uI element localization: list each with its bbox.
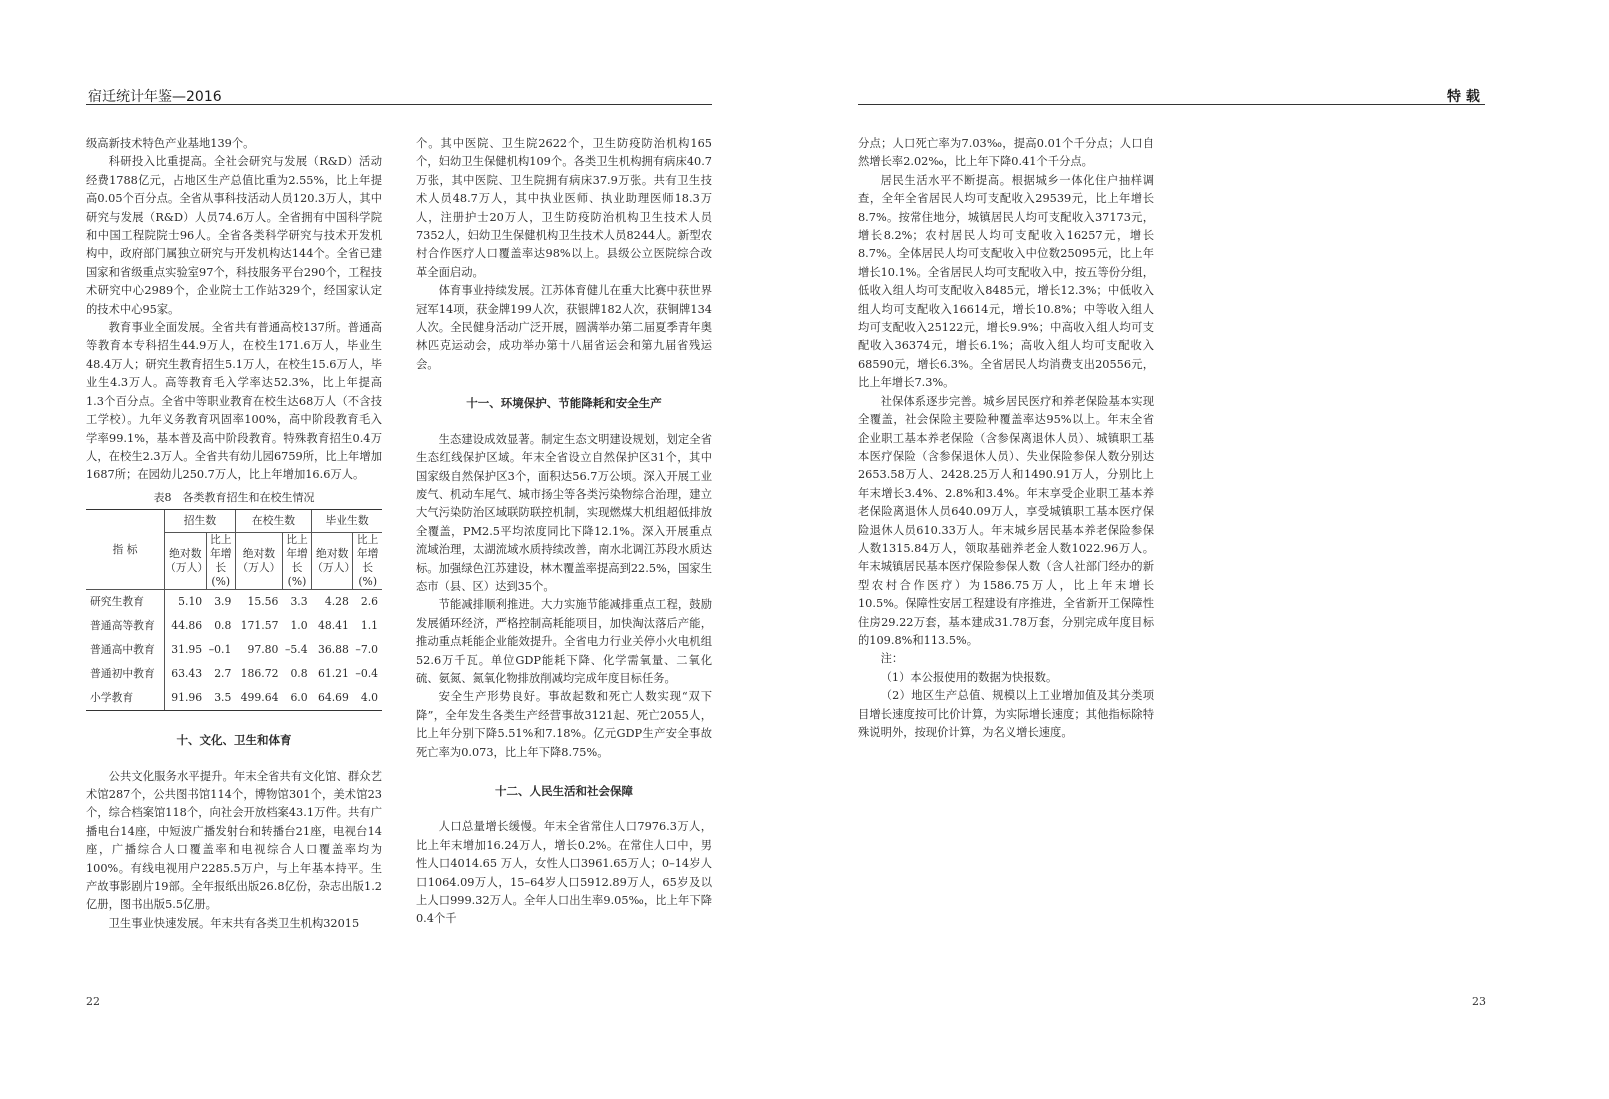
paragraph: 教育事业全面发展。全省共有普通高校137所。普通高等教育本专科招生44.9万人，在校生171.6万人，毕业生48.4万人；研究生教育招生5.1万人，在校生15.6万人，毕业生4.3万人。高等教育毛入学率达52.3%，比上年提高1.3个百分点。全省中等职业教育在校生达68万人（不含技工学校）。九年义务教育巩固率100%，高中阶段教育毛入学率99.1%，基本普及高中阶段教育。特殊教育招生0.4万人，在校生2.3万人。全省共有幼儿园6759所，比上年增加1687所；在园幼儿250.7万人，比上年增加16.6万人。 bbox=[86, 321, 382, 482]
paragraph: 科研投入比重提高。全社会研究与发展（R&D）活动经费1788亿元，占地区生产总值比重为2.55%，比上年提高0.05个百分点。全省从事科技活动人员120.3万人，其中研究与发展（R&D）人员74.6万人。全省拥有中国科学院和中国工程院院士96人。全省各类科学研究与技术开发机构中，政府部门属独立研究与开发机构达144个。全省已建国家和省级重点实验室97个，科技服务平台290个，工程技术研究中心2989个，企业院士工作站329个，经国家认定的技术中心95家。 bbox=[86, 155, 382, 316]
table-cell: 171.57 bbox=[240, 619, 279, 633]
table-cell: 63.43 bbox=[165, 662, 207, 686]
row-label: 研究生教育 bbox=[90, 595, 144, 609]
table-cell: –5.4 bbox=[285, 643, 308, 657]
table-row bbox=[86, 590, 382, 615]
table-cell: 15.56 bbox=[247, 595, 279, 609]
group-header: 招生数 bbox=[165, 510, 236, 533]
table-caption: 表8 各类教育招生和在校生情况 bbox=[153, 490, 315, 504]
sub-header-growth: 比上年增长(%) bbox=[282, 533, 311, 590]
table-row bbox=[86, 614, 382, 638]
table-cell: –7.0 bbox=[355, 643, 378, 657]
paragraph: 社保体系逐步完善。城乡居民医疗和养老保险基本实现全覆盖，社会保险主要险种覆盖率达95%以上。年末全省企业职工基本养老保险（含参保离退休人员）、城镇职工基本医疗保险（含参保退休人员）、失业保险参保人数分别达2653.58万人、2428.25万人和1490.91万人，分别比上年末增长3.4%、2.8%和3.4%。年末享受企业职工基本养老保险离退休人员640.09万人，享受城镇职工基本医疗保险退休人员610.33万人。年末城乡居民基本养老保险参保人数1315.84万人，领取基础养老金人数1022.96万人。年末城镇居民基本医疗保险参保人数（含人社部门经办的新型农村合作医疗）为1586.75万人，比上年末增长10.5%。保障性安居工程建设有序推进，全省新开工保障性住房29.22万套，基本建成31.78万套，分别完成年度目标的109.8%和113.5%。 bbox=[858, 394, 1154, 647]
sub-header-abs: 绝对数（万人） bbox=[165, 533, 207, 590]
table-cell: 5.10 bbox=[165, 590, 207, 615]
page-number-right: 23 bbox=[1472, 995, 1486, 1008]
section-heading: 十二、人民生活和社会保障 bbox=[495, 784, 633, 798]
row-label: 小学教育 bbox=[86, 686, 165, 711]
sub-header-growth: 比上年增长(%) bbox=[353, 533, 382, 590]
left-running-header: 宿迁统计年鉴—2016 bbox=[88, 89, 222, 105]
paragraph: 生态建设成效显著。制定生态文明建设规划，划定全省生态红线保护区域。年末全省设立自然保护区31个，其中国家级自然保护区3个，面积达56.7万公顷。深入开展工业废气、机动车尾气、城市扬尘等各类污染物综合治理，建立大气污染防治区域联防联控机制，实现燃煤大机组超低排放全覆盖，PM2.5平均浓度同比下降12.1%。深入开展重点流域治理，太湖流域水质持续改善，南水北调江苏段水质达标。加强绿色江苏建设，林木覆盖率提高到22.5%，国家生态市（县、区）达到35个。 bbox=[416, 432, 712, 593]
table-row bbox=[86, 638, 382, 662]
page-number-left: 22 bbox=[86, 995, 100, 1008]
paragraph: 人口总量增长缓慢。年末全省常住人口7976.3万人，比上年末增加16.24万人，增长0.2%。在常住人口中，男性人口4014.65 万人，女性人口3961.65万人；0–14岁人口1064.09万人，15–64岁人口5912.89万人，65岁及以上人口999.32万人。全年人口出生率9.05‰，比上年下降0.4个千 bbox=[416, 820, 712, 926]
table-cell: 61.21 bbox=[317, 667, 349, 681]
table-cell: 3.3 bbox=[290, 595, 308, 609]
table-cell: 1.1 bbox=[360, 619, 378, 633]
paragraph: 体育事业持续发展。江苏体育健儿在重大比赛中获世界冠军14项，获金牌199人次，获银牌182人次，获铜牌134人次。全民健身活动广泛开展，圆满举办第二届夏季青年奥林匹克运动会，成功举办第十八届省运会和第九届省残运会。 bbox=[416, 284, 712, 371]
table-cell: 3.5 bbox=[206, 686, 235, 711]
table-cell: 31.95 bbox=[165, 638, 207, 662]
table-cell: 4.28 bbox=[324, 595, 349, 609]
sub-header-abs: 绝对数（万人） bbox=[312, 533, 353, 590]
right-header-rule bbox=[858, 104, 1485, 105]
right-running-header: 特 载 bbox=[1447, 89, 1480, 105]
row-label: 普通高等教育 bbox=[90, 619, 155, 633]
paragraph: 卫生事业快速发展。年末共有各类卫生机构32015 bbox=[108, 916, 360, 930]
table-cell: –0.1 bbox=[208, 643, 232, 657]
table-cell: 4.0 bbox=[353, 686, 382, 711]
column-1 bbox=[86, 135, 382, 933]
table-cell: 2.6 bbox=[360, 595, 378, 609]
table-cell: –0.4 bbox=[355, 667, 378, 681]
paragraph: 节能减排顺利推进。大力实施节能减排重点工程，鼓励发展循环经济，严格控制高耗能项目，加快淘汰落后产能，推动重点耗能企业能效提升。全省电力行业关停小火电机组52.6万千瓦。单位GDP能耗下降、化学需氧量、二氧化硫、氨氮、氮氧化物排放削减均完成年度目标任务。 bbox=[416, 598, 712, 685]
paragraph: 安全生产形势良好。事故起数和死亡人数实现“双下降”，全年发生各类生产经营事故3121起、死亡2055人，比上年分别下降5.51%和7.18%。亿元GDP生产安全事故死亡率为0.073，比上年下降8.75%。 bbox=[416, 690, 712, 759]
section-heading: 十一、环境保护、节能降耗和安全生产 bbox=[466, 396, 662, 411]
table-row bbox=[86, 686, 382, 711]
paragraph: 公共文化服务水平提升。年末全省共有文化馆、群众艺术馆287个，公共图书馆114个，博物馆301个，美术馆23个，综合档案馆118个，向社会开放档案43.1万件。共有广播电台14座，中短波广播发射台和转播台21座，电视台14座，广播综合人口覆盖率和电视综合人口覆盖率均为100%。有线电视用户2285.5万户，与上年基本持平。生产故事影剧片19部。全年报纸出版26.8亿份，杂志出版1.2亿册，图书出版5.5亿册。 bbox=[86, 769, 382, 912]
indicator-header: 指 标 bbox=[86, 510, 165, 590]
education-table bbox=[86, 509, 382, 711]
group-header: 毕业生数 bbox=[312, 510, 382, 533]
table-cell: 36.88 bbox=[317, 643, 349, 657]
paragraph: 个。其中医院、卫生院2622个，卫生防疫防治机构165个，妇幼卫生保健机构109个。各类卫生机构拥有病床40.7万张，其中医院、卫生院拥有病床37.9万张。共有卫生技术人员48.7万人，其中执业医师、执业助理医师18.3万人，注册护士20万人，卫生防疫防治机构卫生技术人员7352人，妇幼卫生保健机构卫生技术人员8244人。新型农村合作医疗人口覆盖率达98%以上。县级公立医院综合改革全面启动。 bbox=[416, 137, 712, 279]
table-cell: 97.80 bbox=[247, 643, 279, 657]
table-cell: 64.69 bbox=[312, 686, 353, 711]
table-cell: 0.8 bbox=[290, 667, 308, 681]
note-item: （2）地区生产总值、规模以上工业增加值及其分类项目增长速度按可比价计算，为实际增长速度；其他指标除特殊说明外，按现价计算，为名义增长速度。 bbox=[858, 689, 1154, 739]
table-cell: 0.8 bbox=[214, 619, 232, 633]
row-label: 普通初中教育 bbox=[90, 667, 155, 681]
note-item: （1）本公报使用的数据为快报数。 bbox=[880, 670, 1058, 684]
note-title: 注： bbox=[880, 652, 904, 666]
left-header-rule bbox=[86, 104, 712, 105]
paragraph: 级高新技术特色产业基地139个。 bbox=[86, 137, 255, 150]
table-cell: 2.7 bbox=[214, 667, 232, 681]
table-cell: 186.72 bbox=[240, 667, 279, 681]
table-cell: 91.96 bbox=[165, 686, 207, 711]
table-cell: 1.0 bbox=[290, 619, 308, 633]
table-cell: 48.41 bbox=[317, 619, 349, 633]
sub-header-growth: 比上年增长(%) bbox=[206, 533, 235, 590]
table-cell: 6.0 bbox=[282, 686, 311, 711]
paragraph: 分点；人口死亡率为7.03‰，提高0.01个千分点；人口自然增长率2.02‰，比上年下降0.41个千分点。 bbox=[858, 137, 1154, 169]
column-2 bbox=[416, 135, 712, 929]
group-header: 在校生数 bbox=[235, 510, 311, 533]
paragraph: 居民生活水平不断提高。根据城乡一体化住户抽样调查，全年全省居民人均可支配收入29539元，比上年增长8.7%。按常住地分，城镇居民人均可支配收入37173元，增长8.2%；农村居民人均可支配收入16257元，增长8.7%。全体居民人均可支配收入中位数25095元，比上年增长10.1%。全省居民人均可支配收入中，按五等份分组，低收入组人均可支配收入8485元，增长12.3%；中低收入组人均可支配收入16614元，增长10.8%；中等收入组人均可支配收入25122元，增长9.9%；中高收入组人均可支配收入36374元，增长6.1%；高收入组人均可支配收入68590元，增长6.3%。全省居民人均消费支出20556元，比上年增长7.3%。 bbox=[858, 173, 1154, 390]
row-label: 普通高中教育 bbox=[90, 643, 155, 657]
section-heading: 十、文化、卫生和体育 bbox=[176, 733, 292, 748]
table-cell: 44.86 bbox=[165, 614, 207, 638]
column-3 bbox=[858, 135, 1154, 742]
sub-header-abs: 绝对数（万人） bbox=[235, 533, 282, 590]
table-cell: 3.9 bbox=[214, 595, 232, 609]
table-row bbox=[86, 662, 382, 686]
table-cell: 499.64 bbox=[235, 686, 282, 711]
